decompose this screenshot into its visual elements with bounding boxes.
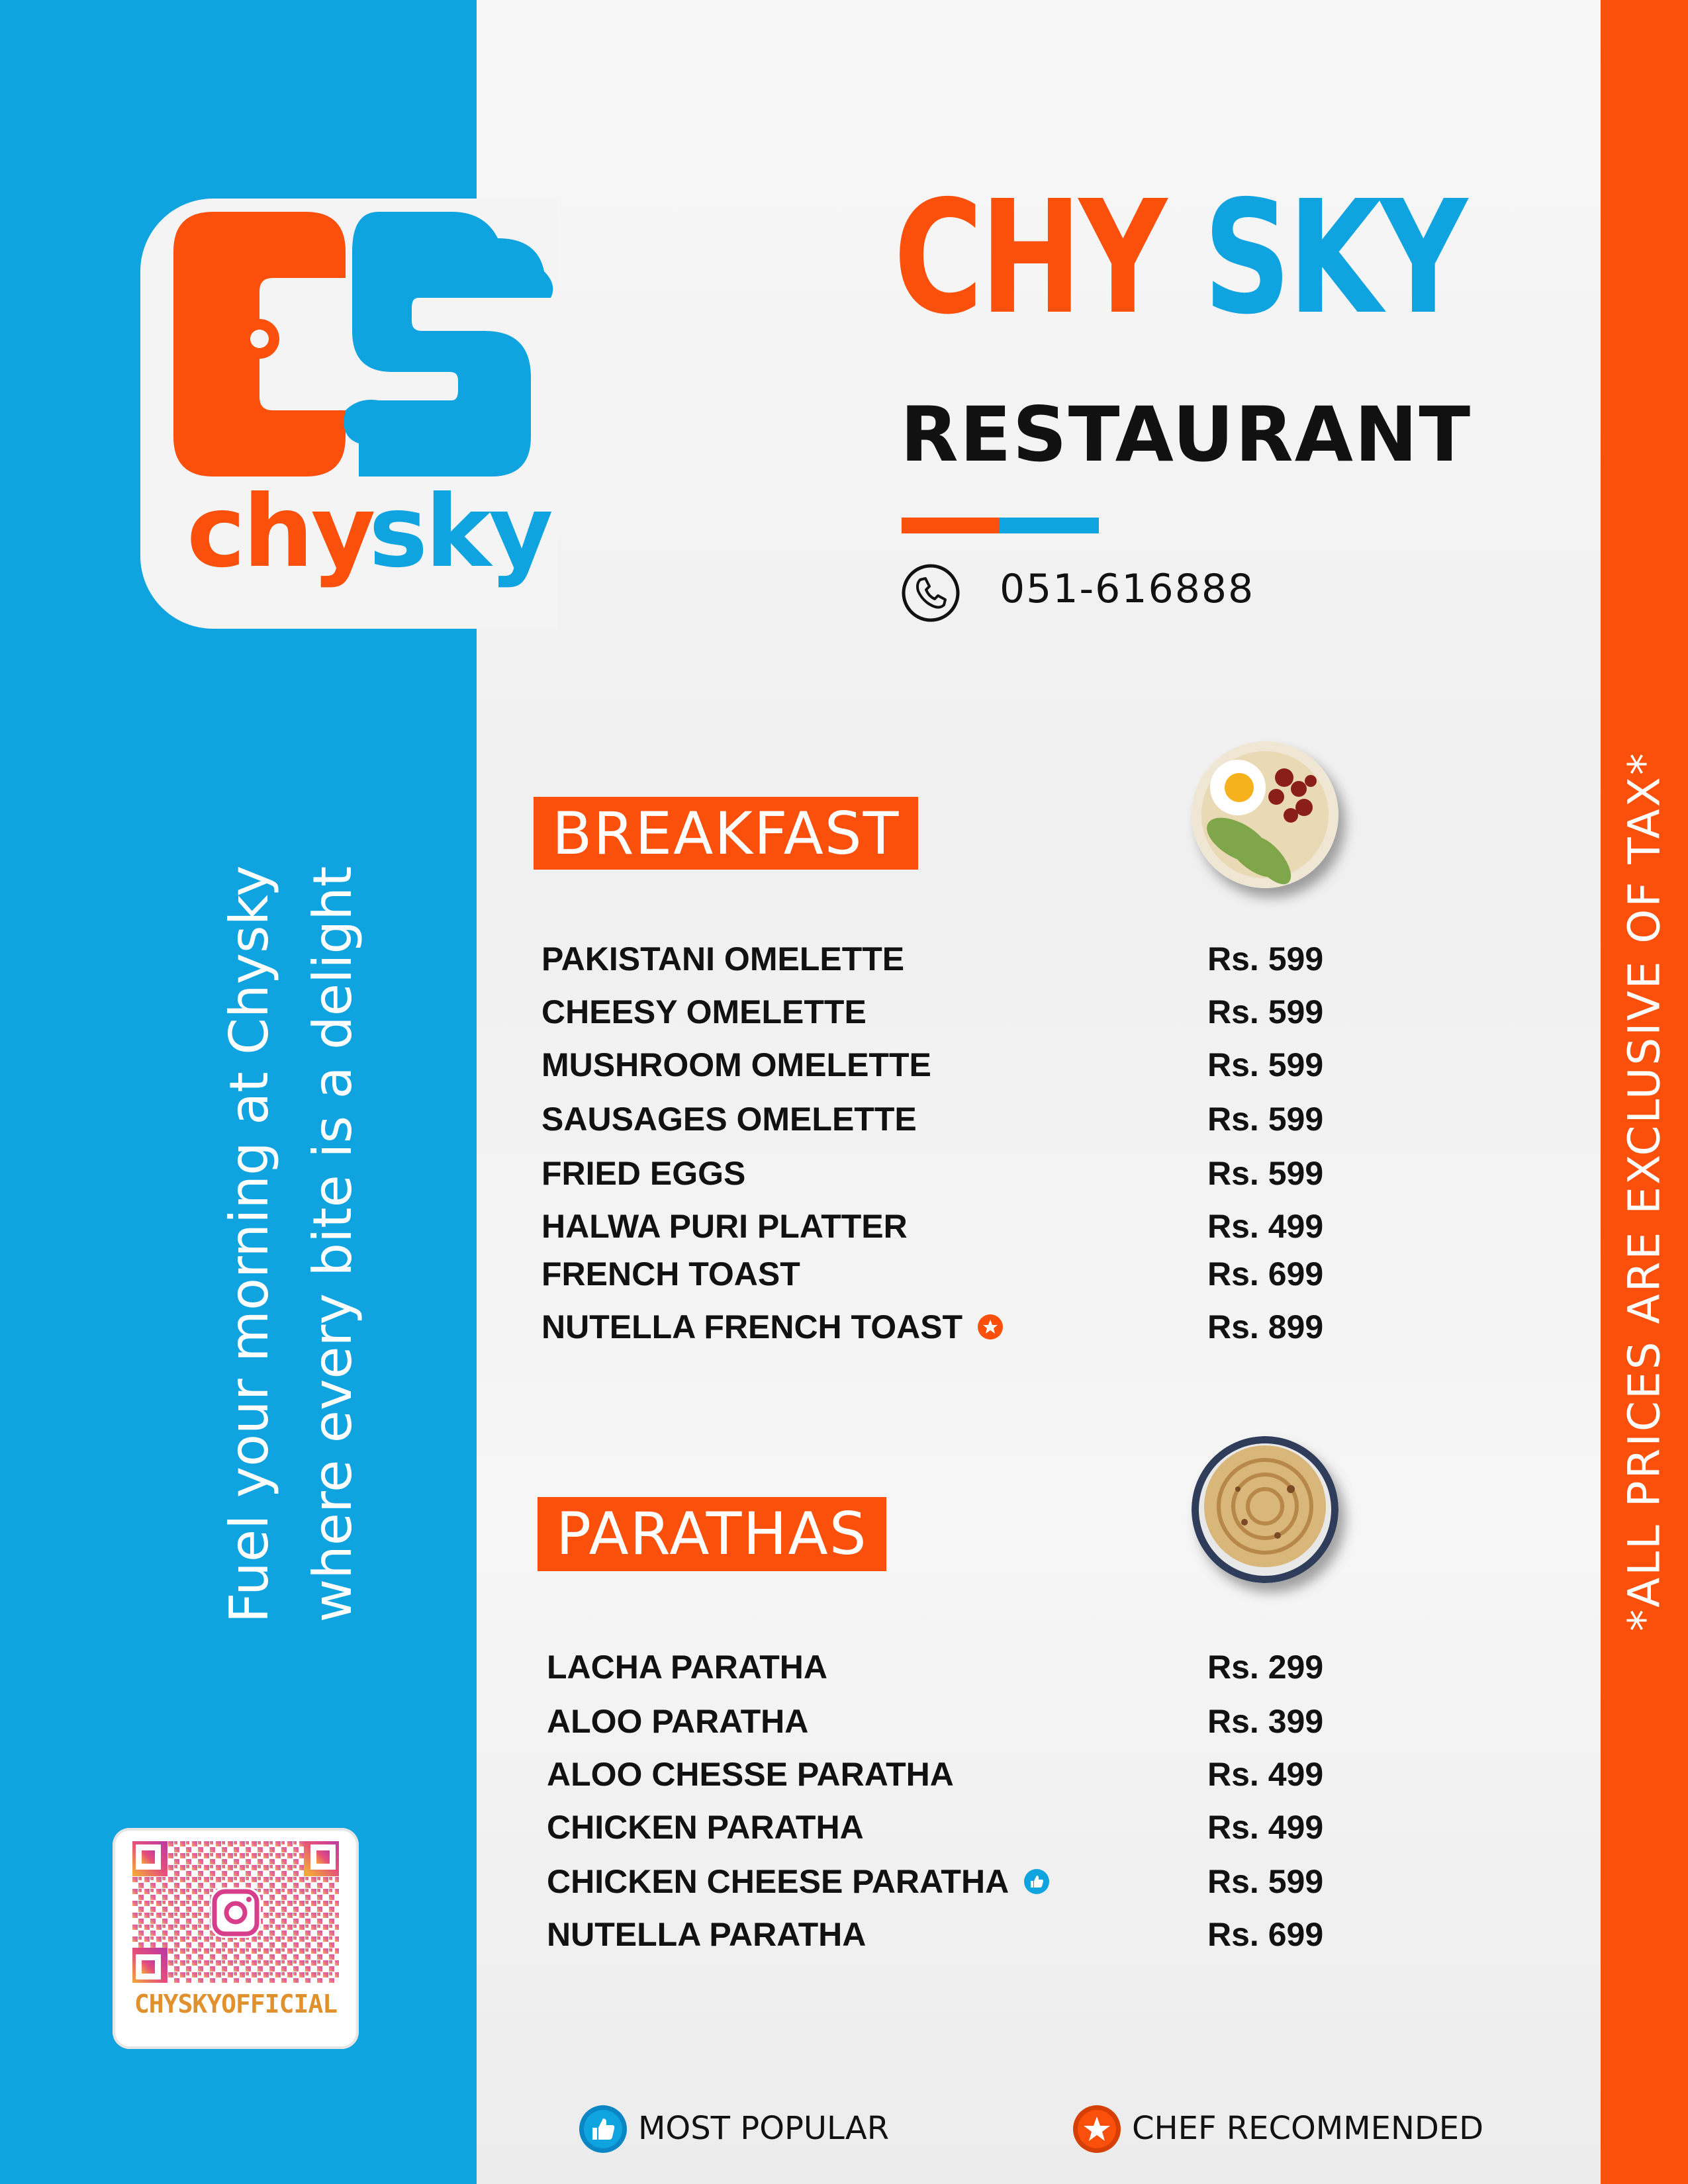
thumbs-up-icon <box>579 2105 628 2154</box>
item-price: Rs. 599 <box>1207 1155 1324 1192</box>
paratha-dish-image <box>1192 1436 1338 1583</box>
item-price: Rs. 599 <box>1207 1101 1324 1138</box>
menu-item[interactable] <box>541 1154 1336 1194</box>
section-title-breakfast: BREAKFAST <box>534 797 918 870</box>
tagline <box>208 715 375 1774</box>
item-name: CHICKEN CHEESE PARATHA <box>547 1863 1009 1900</box>
section-title-parathas: PARATHAS <box>538 1497 886 1571</box>
item-name: ALOO PARATHA <box>547 1703 809 1740</box>
item-price: Rs. 699 <box>1207 1916 1324 1953</box>
menu-item[interactable] <box>541 1255 1336 1295</box>
item-price: Rs. 899 <box>1207 1308 1324 1345</box>
item-price: Rs. 299 <box>1207 1649 1324 1686</box>
instagram-handle: CHYSKYOFFICIAL <box>134 1989 338 2019</box>
svg-text:chy: chy <box>187 475 373 590</box>
tagline-line-2: where every bite is a delight <box>302 866 363 1623</box>
item-name: FRIED EGGS <box>541 1155 746 1192</box>
brand-word-sky: SKY <box>1203 167 1465 349</box>
item-name: PAKISTANI OMELETTE <box>541 940 905 978</box>
menu-item[interactable] <box>541 1207 1336 1247</box>
qr-code-card[interactable] <box>113 1828 359 2049</box>
restaurant-name <box>894 167 1465 349</box>
menu-item[interactable] <box>541 1308 1336 1347</box>
item-price: Rs. 599 <box>1207 1046 1324 1083</box>
item-price: Rs. 499 <box>1207 1756 1324 1793</box>
menu-item[interactable] <box>547 1648 1341 1688</box>
item-name: CHICKEN PARATHA <box>547 1809 864 1846</box>
menu-item[interactable] <box>547 1808 1341 1848</box>
brand-word-chy: CHY <box>894 167 1203 349</box>
item-name: HALWA PURI PLATTER <box>541 1208 908 1245</box>
tagline-line-1: Fuel your morning at Chysky <box>218 865 280 1623</box>
item-price: Rs. 599 <box>1207 940 1324 978</box>
breakfast-dish-image <box>1192 741 1338 888</box>
legend-label: MOST POPULAR <box>638 2110 890 2147</box>
item-price: Rs. 499 <box>1207 1208 1324 1245</box>
item-name: MUSHROOM OMELETTE <box>541 1046 931 1083</box>
item-name: ALOO CHESSE PARATHA <box>547 1756 954 1793</box>
menu-item[interactable] <box>541 1100 1336 1140</box>
item-name: NUTELLA FRENCH TOAST <box>541 1308 963 1345</box>
item-name-with-badge <box>547 1862 1050 1901</box>
menu-item[interactable] <box>541 1046 1336 1085</box>
menu-item[interactable] <box>547 1862 1341 1902</box>
item-name: LACHA PARATHA <box>547 1649 828 1686</box>
item-name-with-badge <box>541 1308 1004 1346</box>
qr-code <box>132 1841 339 1983</box>
item-price: Rs. 599 <box>1207 993 1324 1030</box>
legend-chef-recommended <box>1072 2105 1484 2151</box>
item-price: Rs. 499 <box>1207 1809 1324 1846</box>
tax-note: *ALL PRICES ARE EXCLUSIVE OF TAX* <box>1618 751 1670 1631</box>
legend-label: CHEF RECOMMENDED <box>1132 2110 1484 2147</box>
item-price: Rs. 599 <box>1207 1863 1324 1900</box>
menu-item[interactable] <box>541 940 1336 979</box>
item-price: Rs. 399 <box>1207 1703 1324 1740</box>
instagram-icon <box>211 1888 261 1938</box>
menu-item[interactable] <box>547 1702 1341 1742</box>
chef-recommended-icon <box>977 1314 1004 1340</box>
phone-icon <box>900 563 961 623</box>
restaurant-subtitle: RESTAURANT <box>900 390 1472 478</box>
menu-item[interactable] <box>547 1755 1341 1795</box>
item-price: Rs. 699 <box>1207 1255 1324 1293</box>
phone-number[interactable]: 051-616888 <box>1000 566 1255 612</box>
thumbs-up-icon <box>1023 1868 1050 1895</box>
legend-most-popular <box>579 2105 890 2151</box>
item-name: FRENCH TOAST <box>541 1255 800 1293</box>
divider-blue <box>1000 518 1099 533</box>
menu-item[interactable] <box>541 993 1336 1032</box>
divider-orange <box>902 518 1000 533</box>
item-name: CHEESY OMELETTE <box>541 993 867 1030</box>
menu-item[interactable] <box>547 1915 1341 1955</box>
star-icon <box>1072 2105 1121 2154</box>
svg-text:sky: sky <box>369 475 551 590</box>
logo <box>140 199 557 629</box>
item-name: NUTELLA PARATHA <box>547 1916 867 1953</box>
item-name: SAUSAGES OMELETTE <box>541 1101 917 1138</box>
